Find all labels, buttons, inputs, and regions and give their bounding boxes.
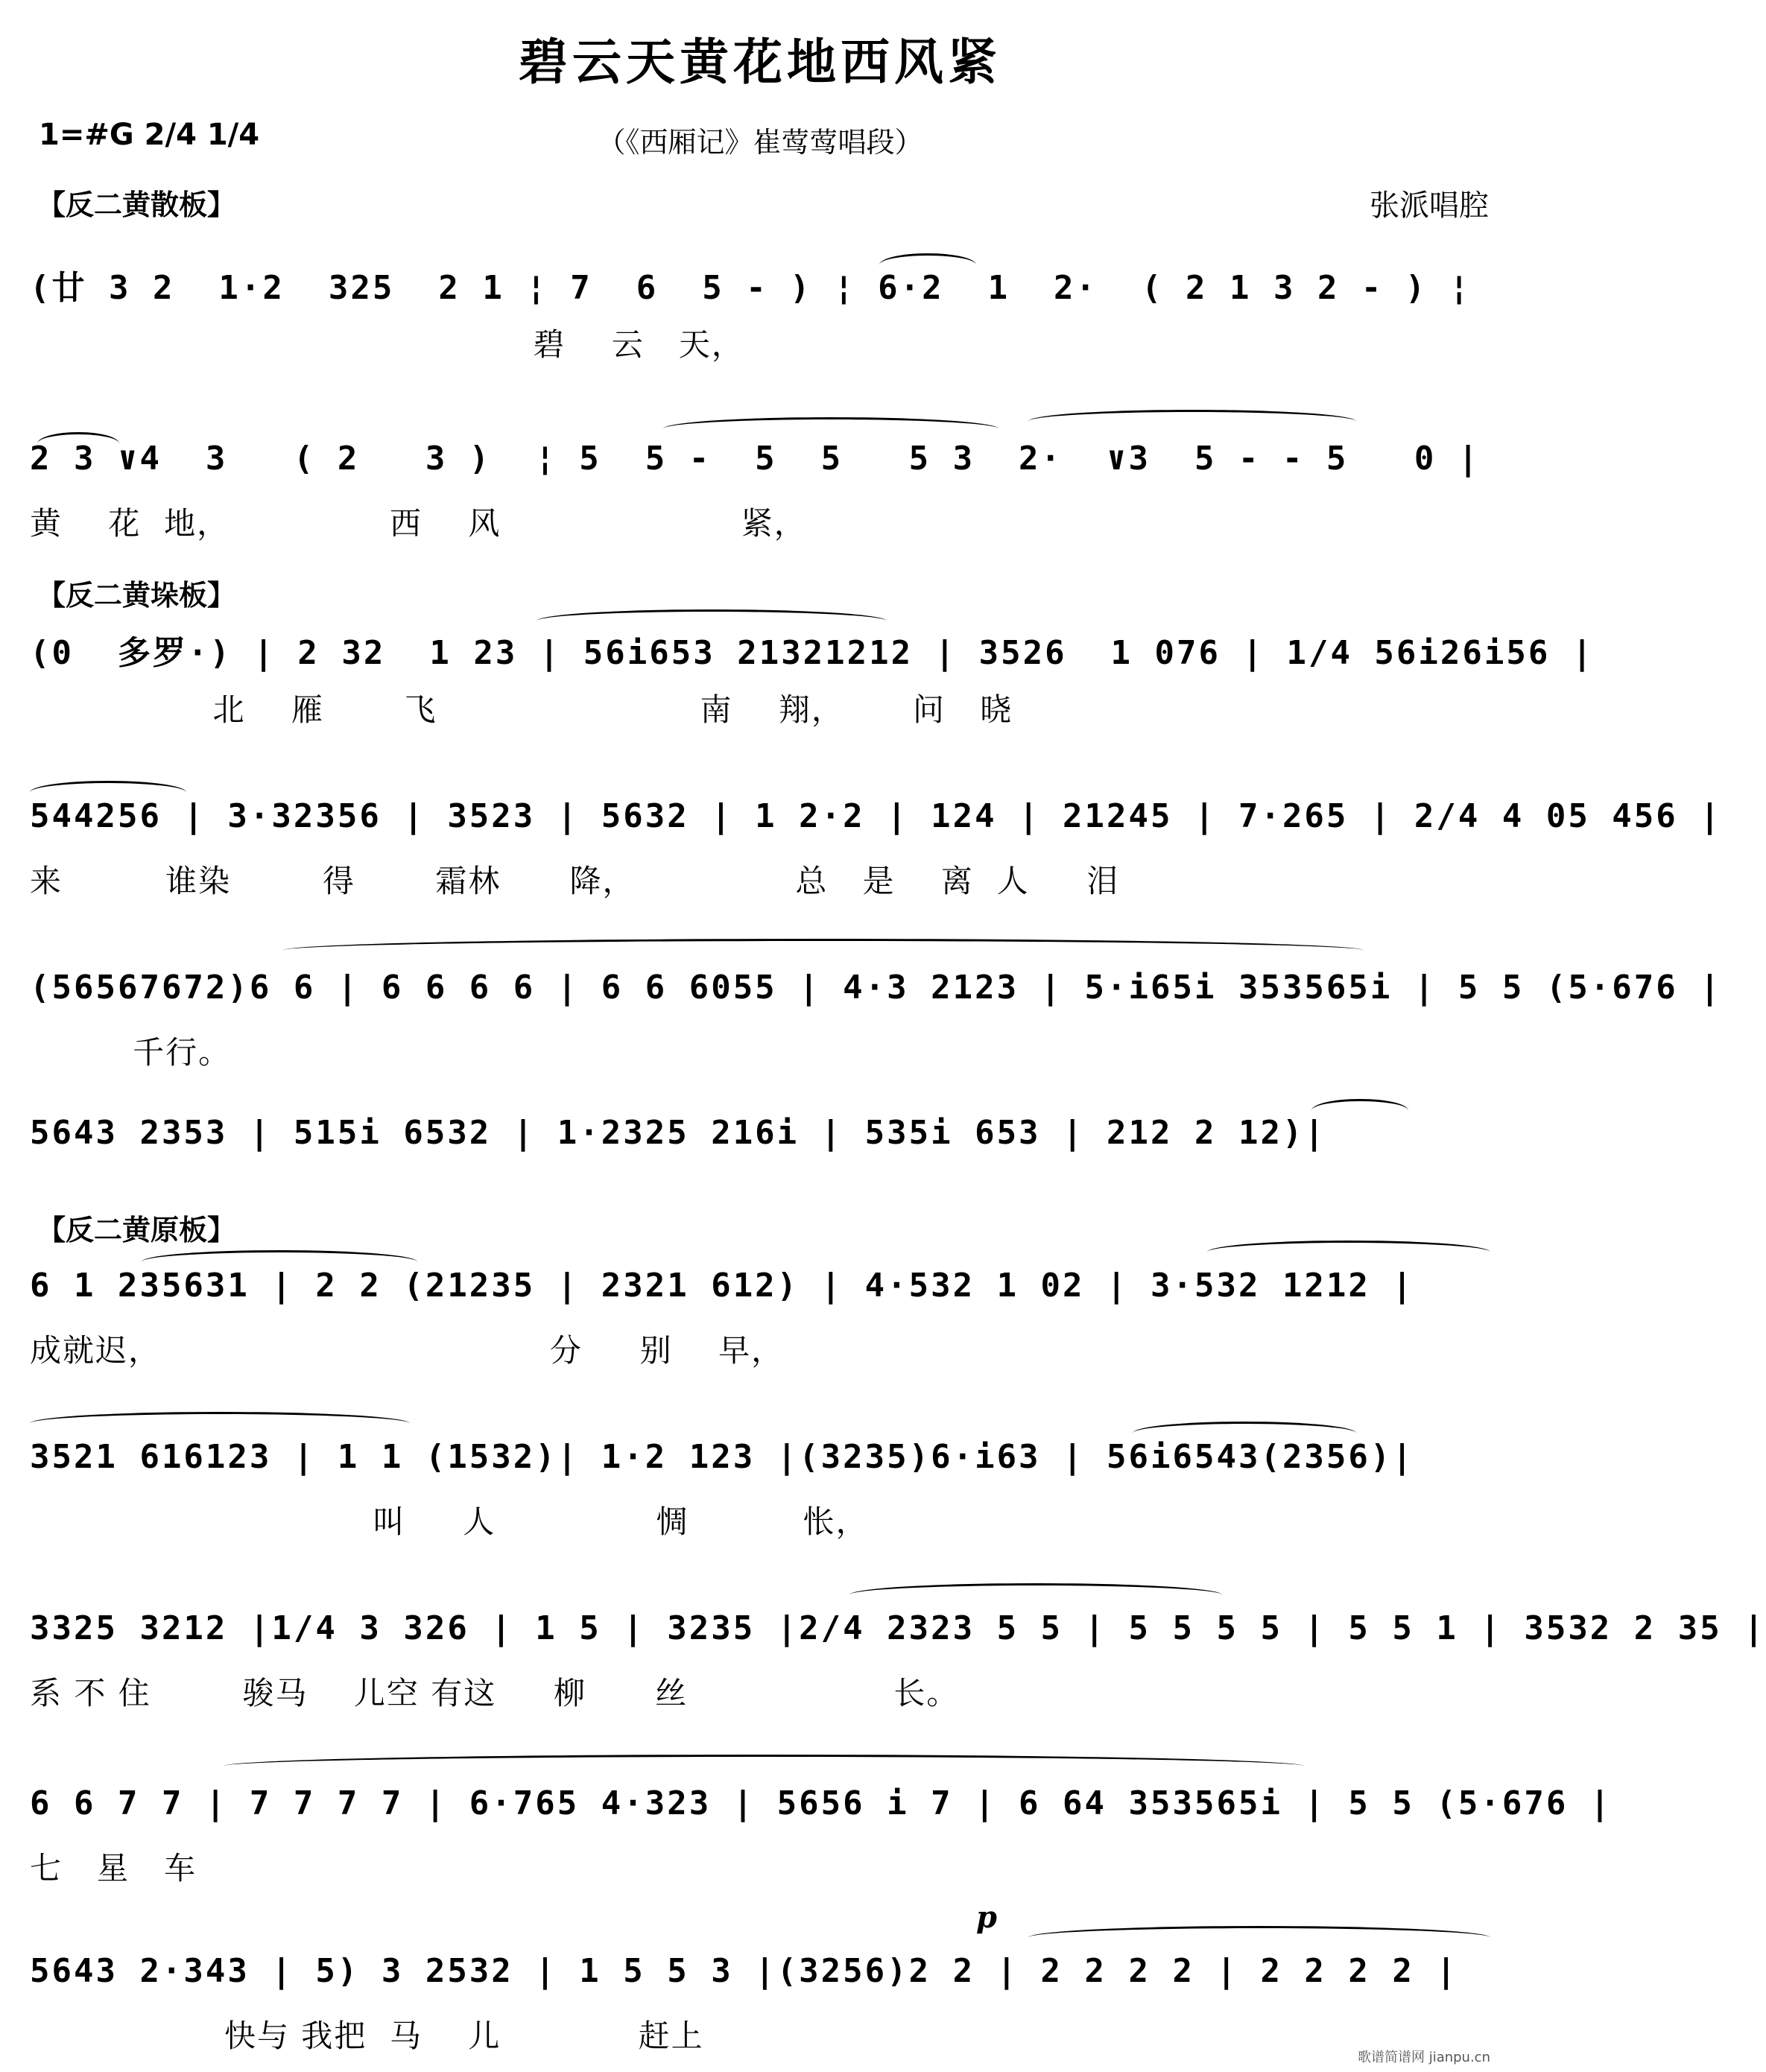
slur [224, 1755, 1304, 1778]
lyric-line: 叫 人 惆 怅， [30, 1504, 869, 1540]
section-label-yuanban: 【反二黄原板】 [37, 1214, 236, 1246]
staff-row [30, 797, 1722, 909]
staff-row [30, 1784, 1612, 1896]
staff-row [30, 1609, 1766, 1721]
notation-line: (廿 3 2 1·2 325 2 1 ¦ 7 6 5 - ) ¦ 6·2 1 2· ( 2 1 3 2 - ) ¦ [30, 269, 1472, 307]
lyric-line: 来 谁染 得 霜林 降， 总 是 离 人 泪 [30, 863, 1120, 899]
lyric-line: 七 星 车 [30, 1850, 197, 1886]
notation-line: (0 多罗·) | 2 32 1 23 | 56i653 21321212 | 3526 1 076 | 1/4 56i26i56 | [30, 634, 1595, 672]
key-signature: 1=#G 2/4 1/4 [39, 118, 260, 152]
notation-line: 2 3 ∨4 3 ( 2 3 ) ¦ 5 5 - 5 5 5 3 2· ∨3 5 - - 5 0 | [30, 440, 1481, 478]
slur [142, 1250, 417, 1273]
slur [30, 1412, 410, 1435]
staff-row [30, 1114, 1490, 1188]
slur [663, 417, 998, 440]
slur [849, 1583, 1222, 1606]
slur [30, 781, 186, 804]
slur [37, 432, 119, 455]
slur [879, 253, 976, 276]
notation-line: (56567672)6 6 | 6 6 6 6 | 6 6 6055 | 4·3 2123 | 5·i65i 353565i | 5 5 (5·676 | [30, 969, 1722, 1007]
slur [1028, 410, 1356, 433]
lyric-line: 碧 云 天， [30, 326, 744, 363]
section-label-sanban: 【反二黄散板】 [37, 188, 236, 221]
dynamic-piano-mark: p [976, 1900, 997, 1935]
lyric-line: 黄 花 地， 西 风 紧， [30, 505, 807, 542]
slur [537, 609, 887, 633]
staff-row [30, 626, 1595, 738]
notation-line: 5643 2353 | 515i 6532 | 1·2325 216i | 535i 653 | 212 2 12)| [30, 1114, 1326, 1152]
staff-row [30, 1438, 1490, 1550]
staff-row [30, 1267, 1490, 1378]
staff-row [30, 969, 1722, 1080]
notation-line: 3325 3212 |1/4 3 326 | 1 5 | 3235 |2/4 2323 5 5 | 5 5 5 5 | 5 5 1 | 3532 2 35 | [30, 1609, 1766, 1647]
slur [1133, 1422, 1356, 1445]
subtitle: （《西厢记》崔莺莺唱段） [597, 126, 923, 159]
lyric-line: 千行。 [30, 1034, 232, 1071]
notation-line: 6 6 7 7 | 7 7 7 7 | 6·765 4·323 | 5656 i 7 | 6 64 353565i | 5 5 (5·676 | [30, 1784, 1612, 1822]
slur [1028, 1926, 1490, 1949]
watermark: 歌谱简谱网 jianpu.cn [1357, 2050, 1490, 2065]
lyric-line: 成就迟， 分 别 早， [30, 1332, 785, 1369]
staff-row [30, 1900, 1490, 2064]
notation-line: 6 1 235631 | 2 2 (21235 | 2321 612) | 4·532 1 02 | 3·532 1212 | [30, 1267, 1414, 1305]
lyric-line: 系 不 住 骏马 儿空 有这 柳 丝 长。 [30, 1675, 960, 1711]
slur [1311, 1099, 1408, 1122]
slur [283, 939, 1364, 962]
lyric-line: 快与 我把 马 儿 赶上 [30, 2018, 704, 2054]
section-label-duoban: 【反二黄垛板】 [37, 579, 236, 612]
credit: 张派唱腔 [1370, 188, 1489, 223]
notation-line: 544256 | 3·32356 | 3523 | 5632 | 1 2·2 | 124 | 21245 | 7·265 | 2/4 4 05 456 | [30, 797, 1722, 835]
notation-line: 3521 616123 | 1 1 (1532)| 1·2 123 |(3235)6·i63 | 56i6543(2356)| [30, 1438, 1414, 1476]
lyric-line: 北 雁 飞 南 翔， 问 晓 [30, 691, 1013, 728]
staff-row [30, 440, 1490, 551]
page-title: 碧云天黄花地西风紧 [519, 33, 1001, 91]
staff-row [30, 261, 1490, 373]
notation-line: 5643 2·343 | 5) 3 2532 | 1 5 5 3 |(3256)2 2 | 2 2 2 2 | 2 2 2 2 | [30, 1952, 1458, 1990]
slur [1207, 1241, 1490, 1264]
